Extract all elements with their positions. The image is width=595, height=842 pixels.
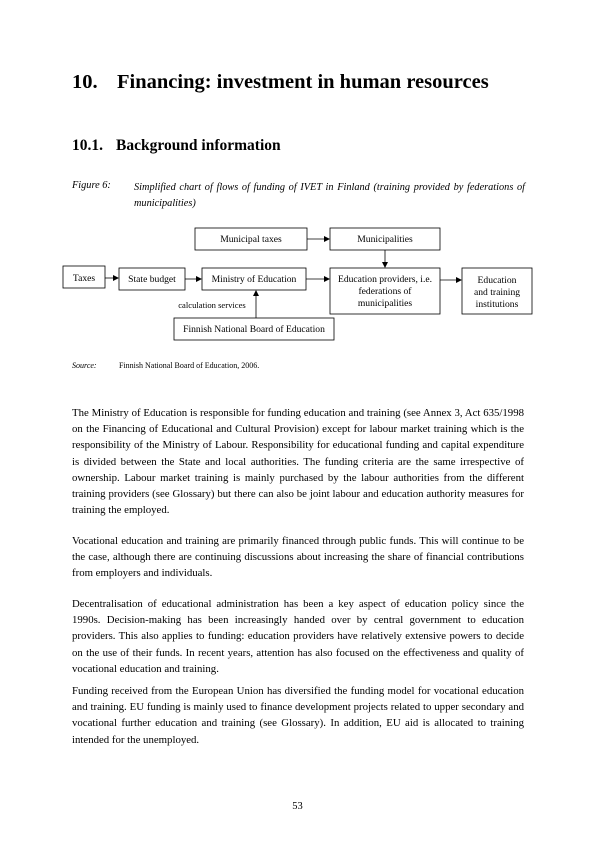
figure-caption: Simplified chart of flows of funding of IVET in Finland (training provided by federations of municipalities) <box>134 182 525 209</box>
label-taxes: Taxes <box>72 273 96 284</box>
label-municipalities: Municipalities <box>357 234 413 245</box>
body-paragraph: The Ministry of Education is responsible for funding education and training (see Annex 3, Act 635/1998 on the Financing of Educational and Cultural Provision) except for labour market training which is the responsibility of the Ministry of Labour. Responsibility for educational funding and capital expenditure is divided between the State and local authorities. The funding criteria are the same irrespective of ownership. Labour market training is mainly purchased by the labour authorities from the different training providers (see Glossary) but there can also be joint labour and education authority measures for training the employed. <box>72 407 524 517</box>
label-national-board: Finnish National Board of Education <box>183 324 325 335</box>
section-number: 10.1. <box>72 137 103 154</box>
label-institutions-line: institutions <box>475 299 519 310</box>
body-paragraph: Funding received from the European Union has diversified the funding model for vocational education and training. EU funding is mainly used to finance development projects related to upper secondary and vocational further education and training (see Glossary). In addition, EU aid is allocated to training intended for the unemployed. <box>72 685 524 746</box>
figure-label: Figure 6: <box>72 180 111 191</box>
label-calculation-services: calculation services <box>178 300 246 310</box>
label-providers-line: Education providers, i.e. <box>337 274 433 285</box>
label-providers-line: municipalities <box>357 298 413 309</box>
chapter-number: 10. <box>72 71 98 93</box>
page-number: 53 <box>292 801 303 812</box>
body-paragraph: Vocational education and training are primarily financed through public funds. This will continue to be the case, although there are continuing discussions about increasing the share of financial contributions from employers and individuals. <box>72 535 524 580</box>
chapter-title: Financing: investment in human resources <box>117 71 489 93</box>
body-paragraph: Decentralisation of educational administration has been a key aspect of education policy since the 1990s. Decision-making has been increasingly handed over by central government to education providers. This also applies to funding: education providers have relatively extensive powers to decide on the use of their funds. In recent years, attention has also focused on the effectiveness and quality of vocational education and training. <box>72 598 524 675</box>
label-municipal-taxes: Municipal taxes <box>220 234 282 245</box>
label-institutions-line: and training <box>473 287 521 298</box>
section-title: Background information <box>116 137 281 154</box>
source-label: Source: <box>72 361 97 370</box>
label-institutions-line: Education <box>477 275 517 286</box>
label-state-budget: State budget <box>128 274 176 285</box>
label-ministry: Ministry of Education <box>211 274 297 285</box>
label-providers-line: federations of <box>358 286 412 297</box>
source-text: Finnish National Board of Education, 2006. <box>119 361 260 370</box>
